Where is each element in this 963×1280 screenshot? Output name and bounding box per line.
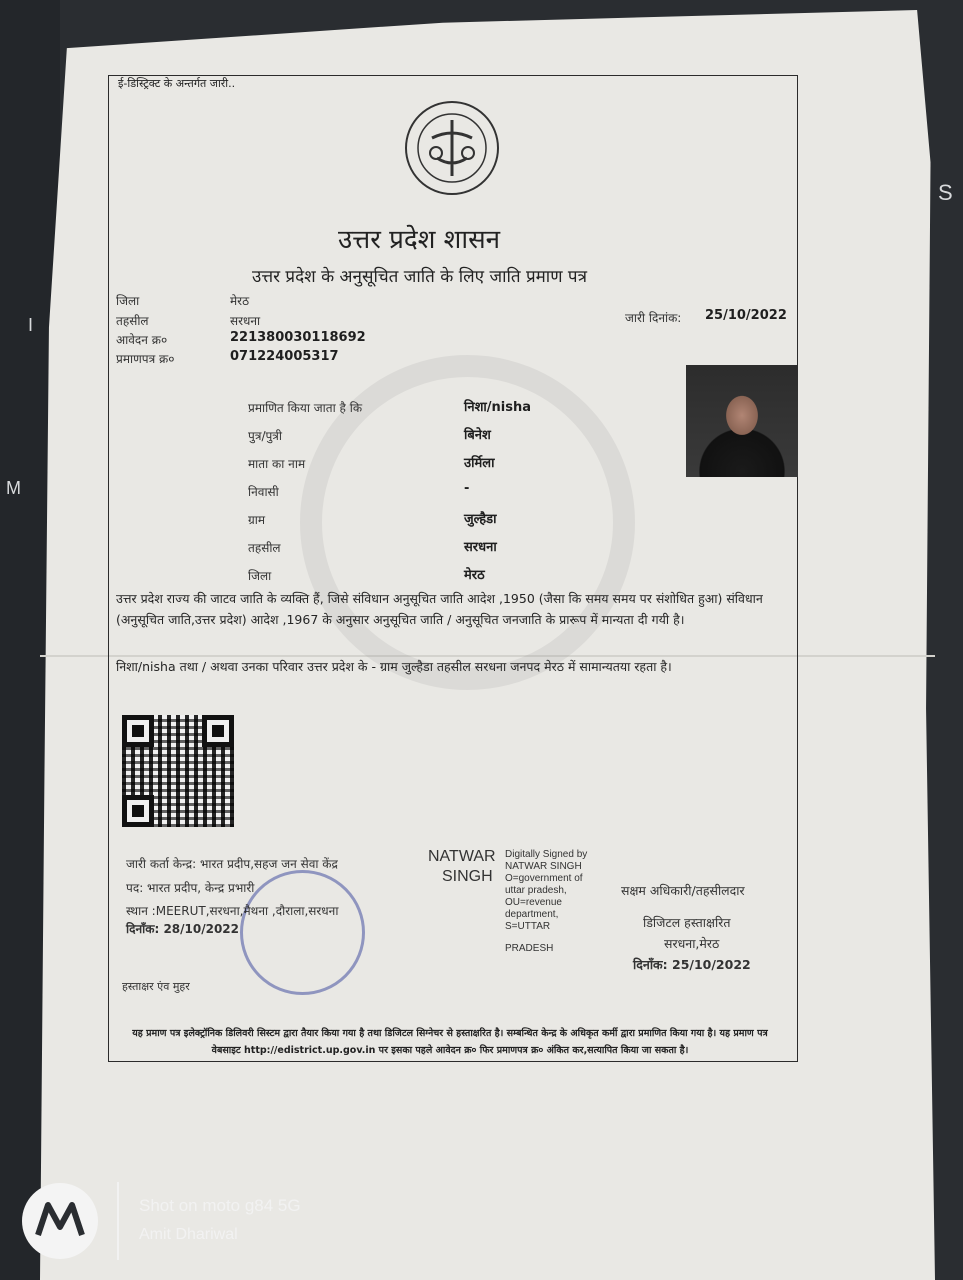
certificate-number: 071224005317: [230, 349, 339, 364]
motorola-logo-icon: [22, 1183, 98, 1259]
signer-name-line2: SINGH: [442, 868, 493, 885]
issuer-center: जारी कर्ता केन्द्र: भारत प्रदीप,सहज जन सेवा केंद्र: [126, 857, 338, 871]
signature-line: S=UTTAR: [505, 921, 551, 932]
authority-title: सक्षम अधिकारी/तहसीलदार: [621, 883, 745, 898]
certificate-number-label: प्रमाणपत्र क्र०: [116, 352, 175, 366]
detail-value-resident: -: [464, 481, 470, 496]
signer-name-line1: NATWAR: [428, 848, 496, 865]
certificate-subtitle: उत्तर प्रदेश के अनुसूचित जाति के लिए जाति प्रमाण पत्र: [252, 267, 587, 287]
detail-value-name: निशा/nisha: [464, 400, 532, 415]
detail-label: निवासी: [248, 485, 279, 499]
residence-paragraph: निशा/nisha तथा / अथवा उनका परिवार उत्तर प्रदेश के - ग्राम जुल्हैडा तहसील सरधना जनपद मेरठ में सामान्यतया रहता है।: [116, 659, 672, 674]
detail-label: जिला: [248, 569, 272, 583]
issue-date-value: 25/10/2022: [705, 308, 787, 323]
background-key-s: S: [938, 180, 953, 205]
tehsil-label: तहसील: [116, 314, 149, 328]
issuer-stamp: [240, 870, 365, 995]
detail-label: तहसील: [248, 541, 281, 555]
detail-value-tehsil: सरधना: [464, 540, 497, 555]
footer-note: यह प्रमाण पत्र इलेक्ट्रॉनिक डिलिवरी सिस्टम द्वारा तैयार किया गया है तथा डिजिटल सिग्नेचर से हस्ताक्षरित है। सम्बन्धित केन्द्र के अधिकृत कर्मी द्वारा प्रमाणित किया गया है। यह प्रमाण पत्र वेबसाइट http://edistrict.up.gov.in पर इसका पहले आवेदन क्र० फिर प्रमाणपत्र क्र० अंकित कर,सत्यापित किया जा सकता है।: [132, 1028, 768, 1056]
background-key-m: M: [6, 478, 21, 498]
motorola-logo: [22, 1183, 98, 1259]
district-value: मेरठ: [230, 294, 250, 308]
certificate-title: उत्तर प्रदेश शासन: [338, 225, 501, 255]
signature-line: uttar pradesh,: [505, 885, 567, 896]
issuer-date: दिनाँक: 28/10/2022: [126, 922, 240, 936]
issuer-place: स्थान :MEERUT,सरधना,मैथना ,दौराला,सरधना: [126, 904, 339, 918]
detail-value-parent: बिनेश: [464, 428, 491, 443]
issue-date-label: जारी दिनांक:: [625, 311, 682, 325]
detail-label: ग्राम: [248, 513, 266, 527]
detail-value-village: जुल्हैडा: [464, 512, 497, 527]
detail-value-mother: उर्मिला: [464, 456, 495, 471]
signature-line: PRADESH: [505, 943, 554, 954]
caste-paragraph: उत्तर प्रदेश राज्य की जाटव जाति के व्यक्ति हैं, जिसे संविधान अनुसूचित जाति आदेश ,1950 (जैसा कि समय समय पर संशोधित हुआ) संविधान (अनुसूचित जाति,उत्तर प्रदेश) आदेश ,1967 के अनुसार अनुसूचित जाति / अनुसूचित जनजाति के प्रारूप में मान्यता दी गयी है।: [116, 591, 763, 627]
signature-line: O=government of: [505, 873, 583, 884]
authority-digital-sign: डिजिटल हस्ताक्षरित: [643, 915, 731, 930]
applicant-photo: [686, 365, 798, 477]
detail-label: पुत्र/पुत्री: [248, 429, 283, 443]
detail-label: प्रमाणित किया जाता है कि: [248, 401, 363, 415]
authority-date: दिनाँक: 25/10/2022: [633, 957, 751, 972]
sign-seal-label: हस्ताक्षर एंव मुहर: [122, 980, 190, 993]
top-note: ई-डिस्ट्रिक्ट के अन्तर्गत जारी..: [118, 77, 236, 90]
emblem-icon: [402, 98, 502, 198]
background-key-i: I: [28, 315, 34, 335]
issuer-post: पद: भारत प्रदीप, केन्द्र प्रभारी: [126, 881, 255, 895]
camera-model-text: Shot on moto g84 5G: [139, 1196, 301, 1215]
authority-place: सरधना,मेरठ: [664, 936, 720, 951]
signature-line: OU=revenue: [505, 897, 562, 908]
signature-line: department,: [505, 909, 559, 920]
detail-label: माता का नाम: [248, 457, 306, 471]
detail-value-district: मेरठ: [464, 568, 485, 583]
district-label: जिला: [116, 294, 140, 308]
application-label: आवेदन क्र०: [116, 333, 168, 347]
photographer-text: Amit Dhariwal: [139, 1226, 238, 1243]
signature-line: NATWAR SINGH: [505, 861, 582, 872]
tehsil-value: सरधना: [230, 314, 261, 328]
application-number: 221380030118692: [230, 330, 366, 345]
signature-line: Digitally Signed by: [505, 849, 588, 860]
qr-code: [122, 715, 234, 827]
watermark-divider: [117, 1182, 119, 1260]
